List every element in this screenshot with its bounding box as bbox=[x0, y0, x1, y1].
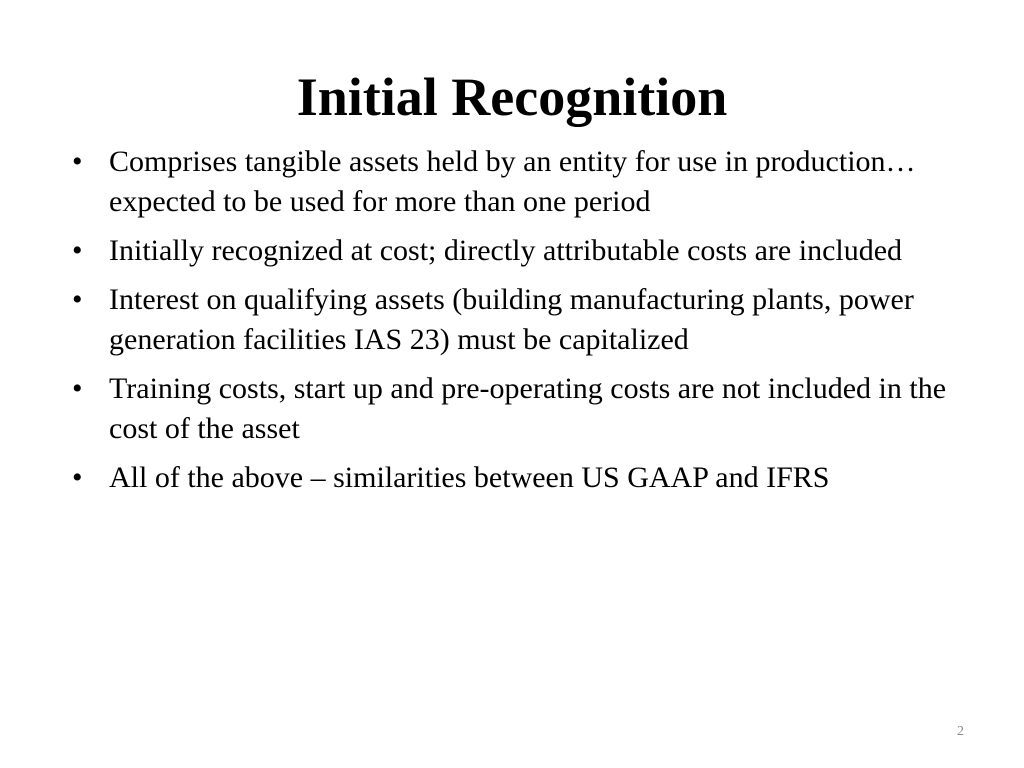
bullet-item bbox=[72, 458, 972, 498]
bullet-text: Training costs, start up and pre-operating costs are not included in the cost of the asset bbox=[109, 372, 947, 445]
bullet-item bbox=[72, 231, 972, 271]
bullet-text: Interest on qualifying assets (building manufacturing plants, power generation facilities IAS 23) must be capitalized bbox=[109, 283, 914, 356]
page-number: 2 bbox=[957, 724, 964, 739]
bullet-text: Initially recognized at cost; directly attributable costs are included bbox=[109, 234, 903, 267]
bullet-icon: • bbox=[72, 145, 83, 178]
bullet-text: Comprises tangible assets held by an entity for use in production…expected to be used for more than one period bbox=[109, 145, 916, 218]
bullet-item bbox=[72, 280, 972, 360]
bullet-item bbox=[72, 142, 972, 222]
bullet-icon: • bbox=[72, 234, 83, 267]
bullet-icon: • bbox=[72, 283, 83, 316]
bullet-list bbox=[72, 142, 972, 507]
bullet-item bbox=[72, 369, 972, 449]
slide-title: Initial Recognition bbox=[296, 67, 728, 127]
bullet-text: All of the above – similarities between US GAAP and IFRS bbox=[109, 461, 830, 494]
bullet-icon: • bbox=[72, 461, 83, 494]
bullet-icon: • bbox=[72, 372, 83, 405]
